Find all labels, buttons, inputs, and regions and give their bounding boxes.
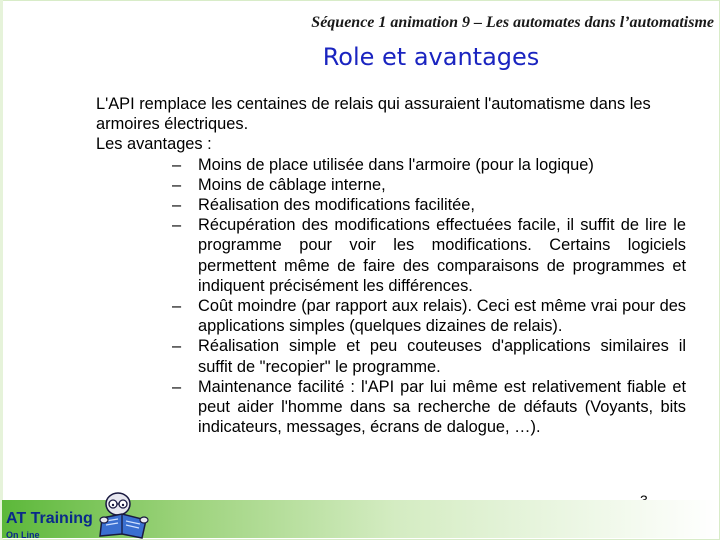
- bullet-dash: –: [172, 337, 182, 356]
- bullet-dash: –: [172, 175, 182, 194]
- advantage-text: Réalisation simple et peu couteuses d'applications similaires il suffit de "recopier" le programme.: [198, 337, 686, 376]
- bullet-dash: –: [172, 377, 182, 396]
- advantage-item: [172, 195, 686, 215]
- bullet-dash: –: [172, 216, 182, 235]
- advantage-item: [172, 215, 686, 296]
- advantage-text: Réalisation des modifications facilitée,: [198, 196, 475, 215]
- bullet-dash: –: [172, 297, 182, 316]
- advantages-list: [96, 155, 686, 438]
- advantage-item: [172, 155, 686, 175]
- advantages-label: Les avantages :: [96, 135, 212, 154]
- logo-subtext: On Line: [6, 530, 40, 540]
- slide-title: Role et avantages: [322, 43, 540, 71]
- left-rule: [0, 0, 3, 540]
- reading-mascot-icon: [96, 490, 154, 540]
- advantage-item: [172, 377, 686, 438]
- advantage-item: [172, 175, 686, 195]
- slide-body: [96, 94, 686, 437]
- intro-paragraph: L'API remplace les centaines de relais qui assuraient l'automatisme dans les armoires électriques.: [96, 95, 651, 134]
- advantage-text: Moins de câblage interne,: [198, 175, 386, 194]
- advantage-text: Moins de place utilisée dans l'armoire (pour la logique): [198, 155, 594, 174]
- sequence-title: Séquence 1 animation 9 – Les automates dans l’automatisme: [311, 14, 714, 31]
- advantage-text: Récupération des modifications effectuées facile, il suffit de lire le programme pour voir les modifications. Certains logiciels permettent même de faire des comparaisons de programmes et indiquent précisément les différences.: [198, 216, 686, 295]
- advantage-item: [172, 336, 686, 376]
- advantage-text: Coût moindre (par rapport aux relais). Ceci est même vrai pour des applications simples (quelques dizaines de relais).: [198, 297, 686, 336]
- logo-text: AT Training: [6, 510, 93, 527]
- bullet-dash: –: [172, 196, 182, 215]
- advantage-text: Maintenance facilité : l'API par lui même est relativement fiable et peut aider l'homme dans sa recherche de défauts (Voyants, bits indicateurs, messages, écrans de dalogue, …).: [198, 377, 686, 437]
- advantage-item: [172, 296, 686, 336]
- bullet-dash: –: [172, 155, 182, 174]
